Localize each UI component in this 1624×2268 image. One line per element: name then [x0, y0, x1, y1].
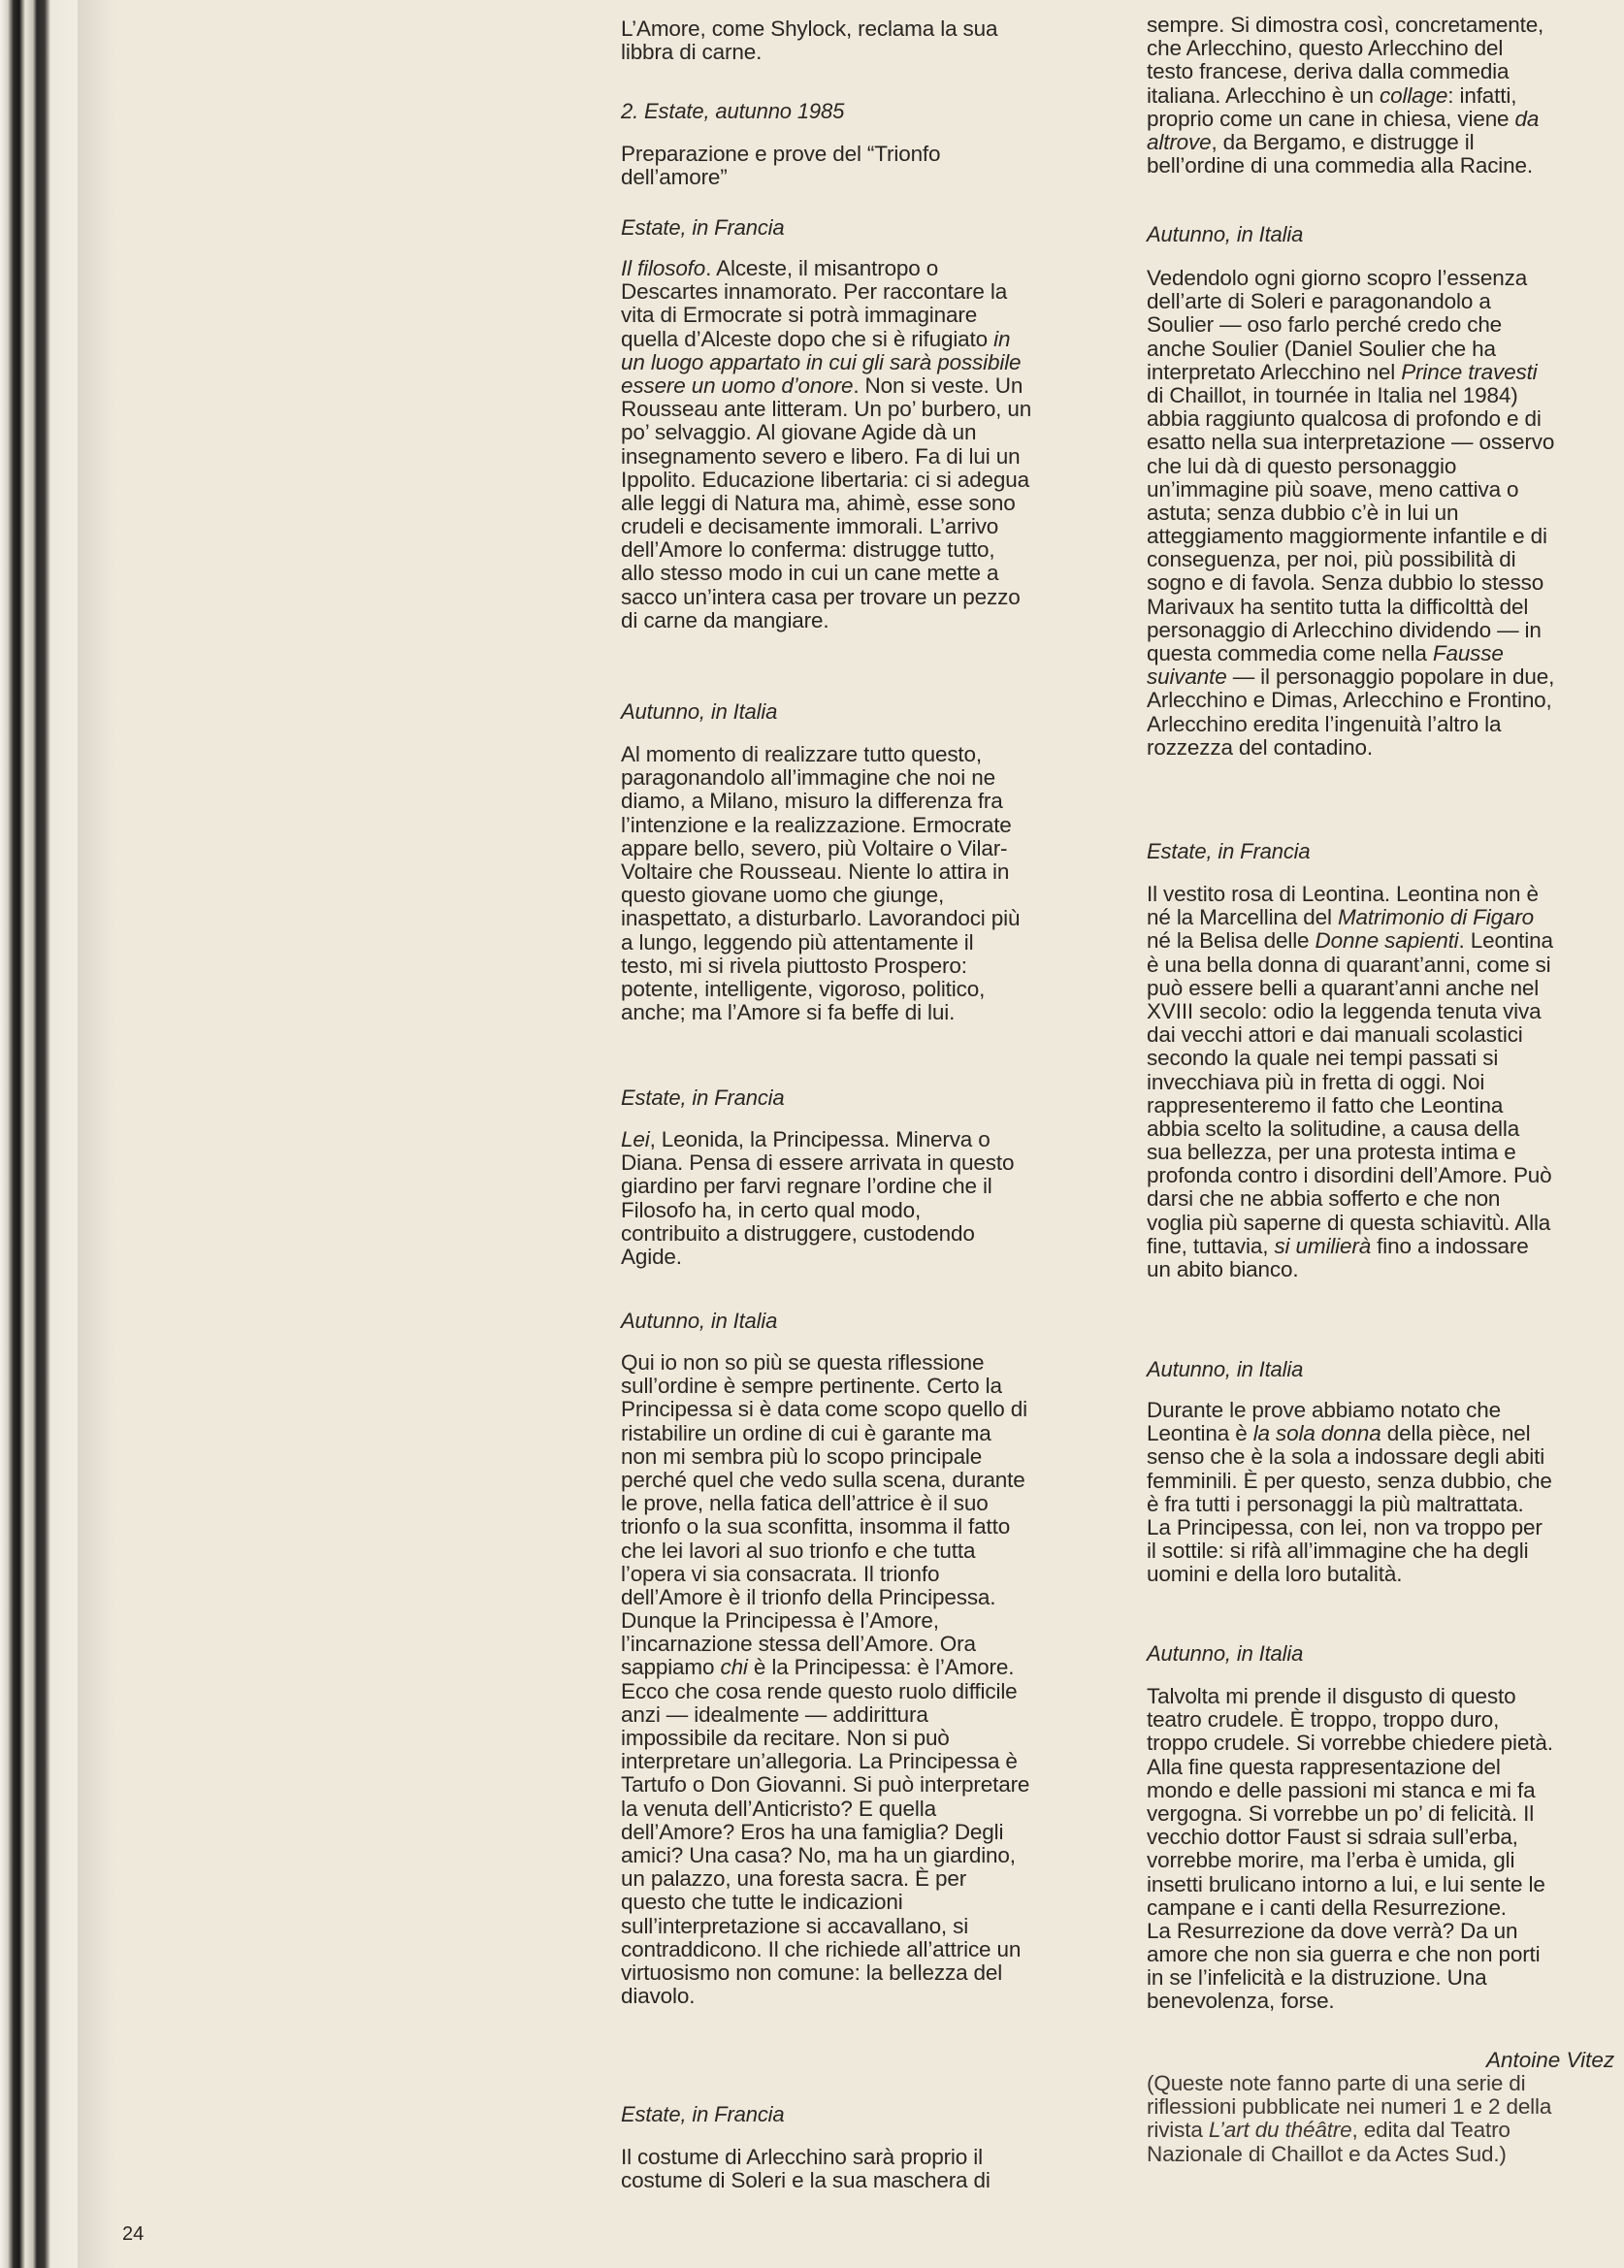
text-line: essere un uomo d’onore. Non si veste. Un: [621, 373, 1023, 398]
text-line: questo che tutte le indicazioni: [621, 1890, 903, 1915]
text-line: personaggio di Arlecchino dividendo — in: [1147, 617, 1542, 642]
text-line: italiana. Arlecchino è un collage: infatti,: [1147, 82, 1517, 108]
text-line: Il filosofo. Alceste, il misantropo o: [621, 256, 939, 280]
text-line: Preparazione e prove del “Trionfo: [621, 142, 941, 166]
text-line: Ecco che cosa rende questo ruolo difficile: [621, 1678, 1018, 1703]
text-line: contraddicono. Il che richiede all’attrice un: [621, 1936, 1022, 1961]
page-gutter-shadow: [78, 0, 116, 2268]
text-line: sua bellezza, per una protesta intima e: [1147, 1140, 1516, 1165]
text-line: suivante — il personaggio popolare in due,: [1147, 664, 1555, 690]
text-line: Lei, Leonida, la Principessa. Minerva o: [621, 1127, 991, 1151]
italic-phrase: Donne sapienti: [1315, 928, 1459, 954]
italic-phrase: altrove: [1147, 129, 1212, 154]
page-binding: [0, 0, 78, 2268]
text-line: esatto nella sua interpretazione — osservo: [1147, 430, 1555, 455]
text-line: non mi sembra più lo scopo principale: [621, 1443, 983, 1469]
text-line: sull’interpretazione si accavallano, si: [621, 1913, 969, 1938]
text-line: appare bello, severo, più Voltaire o Vilar-: [621, 835, 1008, 860]
entry-heading-3: [621, 1086, 785, 1110]
text-line: Dunque la Principessa è l’Amore,: [621, 1608, 939, 1634]
italic-phrase: Matrimonio di Figaro: [1337, 905, 1535, 930]
entry-paragraph-1: [621, 257, 1031, 632]
text-line: Ippolito. Educazione libertaria: ci si adegua: [621, 467, 1030, 492]
text-line: vita di Ermocrate si potrà immaginare: [621, 303, 978, 328]
text-line: l’intenzione e la realizzazione. Ermocrate: [621, 812, 1012, 837]
text-line: conseguenza, per noi, più possibilità di: [1147, 547, 1516, 572]
text-line: Il vestito rosa di Leontina. Leontina non è: [1147, 882, 1539, 906]
text-line: testo francese, deriva dalla commedia: [1147, 59, 1510, 84]
text-line: di carne da mangiare.: [621, 607, 829, 632]
entry-heading-8: [1147, 1358, 1303, 1381]
text-line: rozzezza del contadino.: [1147, 734, 1373, 760]
text-line: il sottile: si rifà all’immagine che ha degli: [1147, 1539, 1529, 1564]
text-line: femminili. È per questo, senza dubbio, che: [1147, 1468, 1552, 1493]
text-line: rappresenteremo il fatto che Leontina: [1147, 1092, 1504, 1118]
entry-paragraph-5-cont: [1147, 14, 1543, 178]
text-line: sogno e di favola. Senza dubbio lo stesso: [1147, 570, 1544, 596]
entry-heading-6: [1147, 223, 1303, 246]
italic-phrase: suivante: [1147, 664, 1227, 690]
text-line: inaspettato, a disturbarlo. Lavorandoci più: [621, 906, 1021, 931]
text-line: le prove, nella fatica dell’attrice è il suo: [621, 1491, 989, 1516]
text-line: fine, tuttavia, si umilierà fino a indossare: [1147, 1233, 1529, 1258]
text-line: crudeli e decisamente immorali. L’arrivo: [621, 514, 999, 539]
text-line: Talvolta mi prende il disgusto di questo: [1147, 1684, 1516, 1708]
text-line: bell’ordine di una commedia alla Racine.: [1147, 153, 1533, 178]
text-line: proprio come un cane in chiesa, viene da: [1147, 106, 1540, 131]
text-line: invecchiava più in fretta di oggi. Noi: [1147, 1069, 1485, 1094]
text-line: che lei lavori al suo trionfo e che tutta: [621, 1538, 976, 1563]
text-line: sappiamo chi è la Principessa: è l’Amore.: [621, 1655, 1015, 1680]
text-line: (Queste note fanno parte di una serie di: [1147, 2071, 1526, 2095]
text-line: allo stesso modo in cui un cane mette a: [621, 561, 999, 586]
text-line: po’ selvaggio. Al giovane Agide dà un: [621, 420, 977, 445]
text-line: insetti brulicano intorno a lui, e lui sente le: [1147, 1871, 1545, 1896]
entry-heading-9: [1147, 1642, 1303, 1666]
text-line: profonda contro i disordini dell’Amore. Può: [1147, 1163, 1552, 1188]
text-line: interpretato Arlecchino nel Prince travesti: [1147, 359, 1538, 384]
intro-paragraph: [621, 17, 997, 64]
text-line: La Principessa, con lei, non va troppo per: [1147, 1514, 1543, 1539]
section-subtitle: [621, 143, 940, 189]
text-line: questa commedia come nella Fausse: [1147, 641, 1504, 665]
text-line: Autunno, in Italia: [1147, 222, 1304, 246]
text-line: né la Marcellina del Matrimonio di Figaro: [1147, 905, 1535, 930]
text-line: dell’arte di Soleri e paragonandolo a: [1147, 289, 1491, 314]
entry-paragraph-2: [621, 743, 1020, 1024]
text-line: è fra tutti i personaggi la più maltrattata.: [1147, 1491, 1524, 1516]
text-line: Marivaux ha sentito tutta la difficolttà del: [1147, 594, 1529, 619]
text-line: che Arlecchino, questo Arlecchino del: [1147, 36, 1504, 61]
text-line: Nazionale di Chaillot e da Actes Sud.): [1147, 2141, 1507, 2166]
text-line: Autunno, in Italia: [621, 1309, 778, 1333]
entry-paragraph-5: [621, 2146, 991, 2192]
text-line: dell’Amore è il trionfo della Principessa.: [621, 1584, 996, 1609]
text-line: mondo e delle passioni mi stanca e mi fa: [1147, 1777, 1536, 1802]
text-line: abbia raggiunto qualcosa di profondo e di: [1147, 406, 1542, 432]
text-line: Autunno, in Italia: [621, 699, 778, 724]
text-line: insegnamento severo e libero. Fa di lui un: [621, 443, 1021, 469]
text-line: voglia più saperne di questa schiavitù. Alla: [1147, 1210, 1551, 1235]
text-line: costume di Soleri e la sua maschera di: [621, 2168, 991, 2193]
text-line: Descartes innamorato. Per raccontare la: [621, 279, 1008, 305]
entry-heading-7: [1147, 840, 1311, 863]
text-line: Autunno, in Italia: [1147, 1641, 1304, 1666]
text-line: contribuito a distruggere, custodendo: [621, 1220, 975, 1246]
text-line: l’opera vi sia consacrata. Il trionfo: [621, 1561, 940, 1586]
entry-heading-2: [621, 700, 777, 724]
text-line: è una bella donna di quarant’anni, come si: [1147, 952, 1551, 977]
italic-phrase: essere un uomo d’onore: [621, 373, 854, 398]
text-line: benevolenza, forse.: [1147, 1989, 1335, 2014]
text-line: Tartufo o Don Giovanni. Si può interpretare: [621, 1772, 1030, 1798]
entry-heading-5: [621, 2103, 785, 2126]
entry-heading-4: [621, 1310, 777, 1333]
text-line: Il costume di Arlecchino sarà proprio il: [621, 2145, 983, 2169]
text-line: uomini e della loro butalità.: [1147, 1562, 1403, 1587]
text-line: sempre. Si dimostra così, concretamente,: [1147, 13, 1544, 37]
text-line: Qui io non so più se questa riflessione: [621, 1350, 985, 1375]
text-line: darsi che ne abbia sofferto e che non: [1147, 1186, 1501, 1212]
italic-phrase: Prince travesti: [1401, 359, 1538, 384]
text-line: dell’Amore? Eros ha una famiglia? Degli: [621, 1819, 1004, 1844]
text-line: dell’Amore lo conferma: distrugge tutto,: [621, 537, 995, 563]
text-line: impossibile da recitare. Non si può: [621, 1726, 950, 1750]
text-line: potente, intelligente, vigoroso, politico,: [621, 976, 986, 1001]
text-line: virtuosismo non comune: la bellezza del: [621, 1960, 1003, 1985]
text-line: un’immagine più soave, meno cattiva o: [1147, 476, 1519, 502]
text-line: abbia scelto la solitudine, a causa della: [1147, 1116, 1520, 1141]
text-line: diamo, a Milano, misuro la differenza fra: [621, 789, 1003, 814]
text-line: atteggiamento maggiormente infantile e di: [1147, 524, 1547, 549]
text-line: a lungo, leggendo più attentamente il: [621, 929, 974, 955]
entry-paragraph-6: [1147, 267, 1554, 760]
text-line: questo giovane uomo che giunge,: [621, 883, 945, 908]
text-line: Estate, in Francia: [621, 2102, 785, 2126]
page-number: 24: [122, 2223, 145, 2245]
text-line: può essere belli a quarant’anni anche nel: [1147, 975, 1540, 1000]
text-line: Soulier — oso farlo perché credo che: [1147, 312, 1503, 338]
text-line: teatro crudele. È troppo, troppo duro,: [1147, 1707, 1500, 1733]
text-line: la venuta dell’Anticristo? E quella: [621, 1796, 936, 1821]
author-note: [1147, 2072, 1551, 2166]
text-line: astuta; senza dubbio c’è in lui un: [1147, 500, 1459, 525]
text-line: riflessioni pubblicate nei numeri 1 e 2 della: [1147, 2094, 1552, 2120]
text-line: troppo crudele. Si vorrebbe chiedere pietà.: [1147, 1731, 1553, 1756]
text-line: di Chaillot, in tournée in Italia nel 1984): [1147, 382, 1518, 407]
text-line: né la Belisa delle Donne sapienti. Leontina: [1147, 928, 1553, 954]
text-line: amore che non sia guerra e che non porti: [1147, 1942, 1541, 1967]
text-line: 2. Estate, autunno 1985: [621, 99, 845, 123]
text-line: sull’ordine è sempre pertinente. Certo la: [621, 1374, 1002, 1399]
text-line: Durante le prove abbiamo notato che: [1147, 1398, 1501, 1422]
text-line: [621, 351, 1031, 374]
text-line: trionfo o la sua sconfitta, insomma il fatto: [621, 1514, 1011, 1539]
text-line: L’Amore, come Shylock, reclama la sua: [621, 16, 998, 41]
text-line: Alla fine questa rappresentazione del: [1147, 1754, 1501, 1779]
text-line: diavolo.: [621, 1984, 696, 2009]
text-line: vorrebbe morire, ma l’erba è umida, gli: [1147, 1848, 1515, 1873]
text-line: dell’amore”: [621, 165, 728, 190]
text-line: Principessa si è data come scopo quello di: [621, 1397, 1027, 1422]
entry-paragraph-9: [1147, 1685, 1553, 2014]
text-line: vergogna. Si vorrebbe un po’ di felicità. Il: [1147, 1800, 1535, 1826]
text-line: quella d’Alceste dopo che si è rifugiato in: [621, 326, 1011, 351]
text-line: amici? Una casa? No, ma ha un giardino,: [621, 1842, 1016, 1867]
text-line: un abito bianco.: [1147, 1257, 1299, 1281]
italic-phrase: in: [993, 326, 1011, 351]
text-line: La Resurrezione da dove verrà? Da un: [1147, 1918, 1518, 1943]
text-line: dai vecchi attori e dai manuali scolastici: [1147, 1022, 1523, 1048]
text-line: ristabilire un ordine di cui è garante ma: [621, 1420, 991, 1445]
text-line: Filosofo ha, in certo qual modo,: [621, 1197, 922, 1222]
text-line: Leontina è la sola donna della pièce, nel: [1147, 1421, 1531, 1446]
text-line: in se l’infelicità e la distruzione. Una: [1147, 1965, 1487, 1991]
text-line: rivista L’art du théâtre, edita dal Teatro: [1147, 2118, 1510, 2143]
text-line: l’incarnazione stessa dell’Amore. Ora: [621, 1632, 976, 1657]
text-line: libbra di carne.: [621, 40, 763, 65]
text-line: che lui dà di questo personaggio: [1147, 453, 1457, 478]
text-line: vecchio dottor Faust si sdraia sull’erba,: [1147, 1825, 1518, 1850]
text-line: interpretare un’allegoria. La Principessa è: [621, 1749, 1018, 1774]
text-line: campane e i canti della Resurrezione.: [1147, 1895, 1507, 1920]
text-line: Diana. Pensa di essere arrivata in questo: [621, 1150, 1015, 1176]
author-signature: Antoine Vitez: [1486, 2048, 1615, 2072]
text-line: altrove, da Bergamo, e distrugge il: [1147, 129, 1475, 154]
italic-phrase: chi: [720, 1655, 748, 1680]
entry-heading-1: [621, 216, 785, 240]
text-line: sacco un’intera casa per trovare un pezzo: [621, 584, 1021, 609]
text-line: Voltaire che Rousseau. Niente lo attira in: [621, 859, 1010, 884]
entry-paragraph-7: [1147, 883, 1553, 1281]
text-line: perché quel che vedo sulla scena, durante: [621, 1467, 1025, 1492]
text-line: senso che è la sola a indossare degli abiti: [1147, 1444, 1545, 1470]
text-line: giardino per farvi regnare l’ordine che il: [621, 1174, 992, 1199]
text-line: Arlecchino e Dimas, Arlecchino e Frontino,: [1147, 688, 1552, 713]
italic-phrase: Il filosofo: [621, 256, 706, 280]
text-line: anche; ma l’Amore si fa beffe di lui.: [621, 1000, 956, 1025]
entry-paragraph-3: [621, 1128, 1014, 1269]
text-line: Rousseau ante litteram. Un po’ burbero, un: [621, 397, 1032, 422]
text-line: un palazzo, una foresta sacra. È per: [621, 1866, 967, 1892]
text-line: XVIII secolo: odio la leggenda tenuta viva: [1147, 998, 1542, 1023]
text-line: Arlecchino eredita l’ingenuità l’altro la: [1147, 711, 1502, 736]
text-line: alle leggi di Natura ma, ahimè, esse sono: [621, 490, 1016, 515]
text-line: Autunno, in Italia: [1147, 1357, 1304, 1381]
italic-phrase: Fausse: [1432, 641, 1504, 665]
text-line: testo, mi si rivela piuttosto Prospero:: [621, 953, 967, 978]
text-line: Estate, in Francia: [1147, 839, 1311, 863]
text-line: paragonandolo all’immagine che noi ne: [621, 765, 995, 791]
entry-paragraph-4: [621, 1351, 1029, 2008]
italic-phrase: si umilierà: [1274, 1233, 1372, 1258]
text-line: anche Soulier (Daniel Soulier che ha: [1147, 336, 1496, 361]
italic-phrase: da: [1514, 106, 1540, 131]
italic-phrase: Lei: [621, 1127, 650, 1151]
italic-phrase: L’art du théâtre: [1208, 2118, 1352, 2143]
italic-phrase: collage: [1380, 82, 1448, 108]
section-title: [621, 100, 844, 123]
italic-phrase: la sola donna: [1252, 1421, 1381, 1446]
text-line: secondo la quale nei tempi passati si: [1147, 1046, 1499, 1071]
text-line: anzi — idealmente — addirittura: [621, 1701, 928, 1727]
text-line: Agide.: [621, 1244, 682, 1269]
entry-paragraph-8: [1147, 1399, 1552, 1587]
text-line: Al momento di realizzare tutto questo,: [621, 742, 982, 766]
italic-phrase: un luogo appartato in cui gli sarà possibile: [621, 349, 1022, 374]
text-line: Vedendolo ogni giorno scopro l’essenza: [1147, 266, 1528, 290]
text-line: Estate, in Francia: [621, 215, 785, 240]
text-line: Estate, in Francia: [621, 1085, 785, 1110]
